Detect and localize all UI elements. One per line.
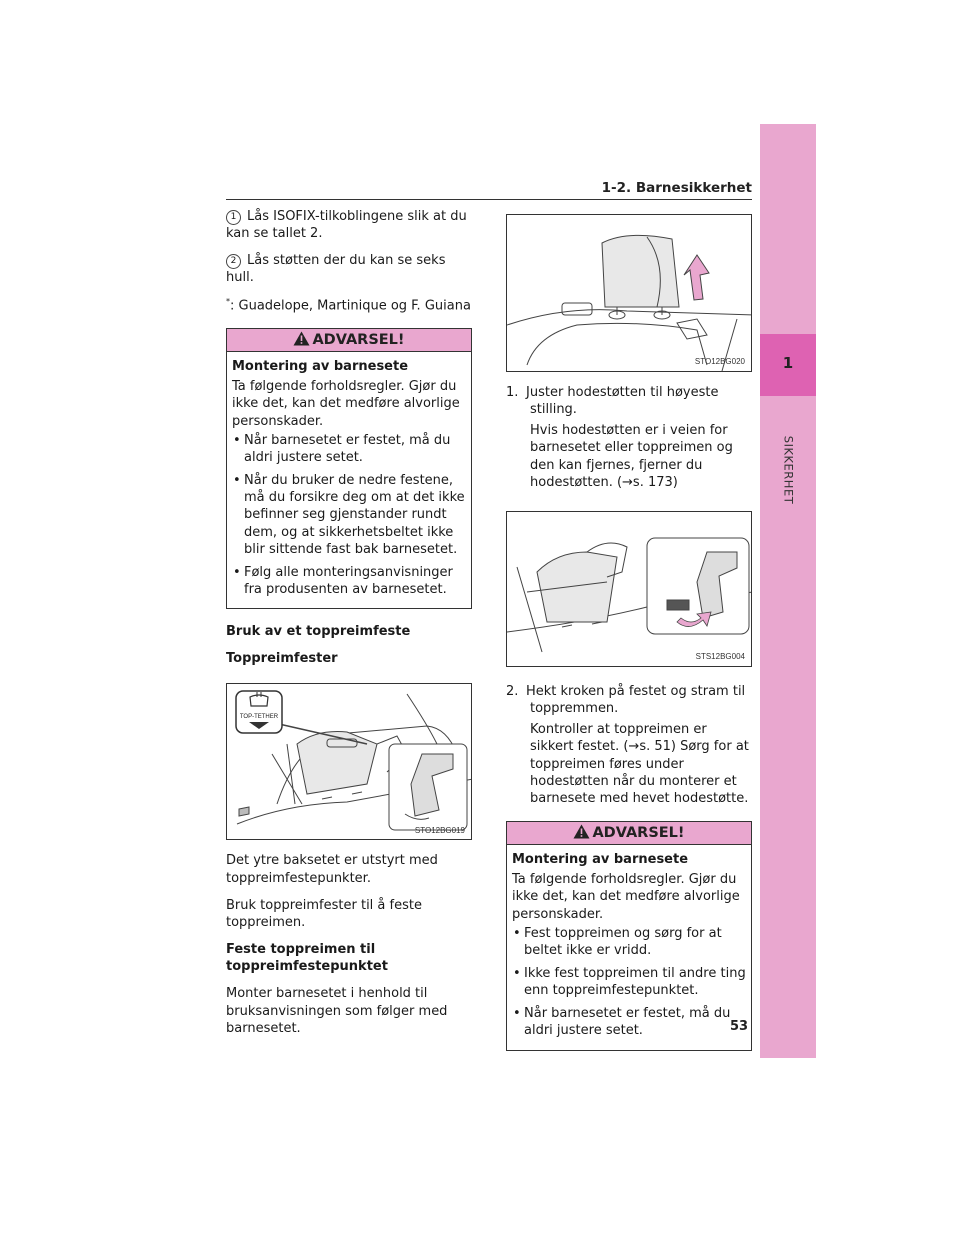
step-text: Hekt kroken på festet og stram til toppremmen. [526, 683, 746, 717]
section-title: 1-2. Barnesikkerhet [601, 180, 752, 196]
warning-title: ADVARSEL! [592, 825, 685, 842]
warning-triangle-icon [573, 824, 590, 839]
warning-list [512, 925, 749, 1040]
chapter-number: 1 [782, 354, 794, 372]
hook-inset [389, 744, 467, 830]
header-divider [226, 199, 752, 200]
section-heading: Bruk av et toppreimfeste [226, 624, 411, 640]
right-column [506, 214, 752, 1065]
step-number: 2. [506, 683, 519, 699]
tether-hook-illustration [507, 512, 752, 666]
step-number: 1. [506, 385, 519, 400]
step-1 [226, 208, 472, 242]
warning-body [227, 352, 471, 608]
figure-top-tether-anchor [226, 683, 472, 840]
warning-heading: Montering av barnesete [232, 359, 409, 375]
figure-code: STO12BG020 [694, 357, 745, 367]
chapter-tab-strip [760, 124, 816, 1058]
warning-list [232, 432, 466, 598]
warning-triangle-icon [293, 331, 310, 346]
instruction-step-2 [506, 683, 752, 717]
warning-body [507, 845, 751, 1050]
figure-code: STO12BG019 [414, 825, 465, 835]
chapter-name: SIKKERHET [781, 435, 796, 505]
warning-item: • Følg alle monteringsanvisninger fra produsenten av barnesetet. [232, 564, 466, 598]
figure-code: STS12BG004 [695, 652, 745, 662]
footnote [226, 297, 472, 314]
footnote-star: * [226, 296, 230, 306]
paragraph: Bruk toppreimfester til å feste toppreimen. [226, 897, 422, 930]
top-tether-badge-text: TOP-TETHER [239, 714, 279, 721]
warning-item: • Fest toppreimen og sørg for at beltet ikke er vridd. [512, 925, 746, 959]
step-number-badge: 1 [226, 210, 241, 225]
rear-seat-anchor-illustration [227, 684, 472, 839]
warning-intro: Ta følgende forholdsregler. Gjør du ikke det, kan det medføre alvorlige personskader. [512, 872, 740, 922]
warning-box [506, 821, 752, 1051]
instruction-step-1 [506, 384, 752, 418]
step-1-text: Lås ISOFIX-tilkoblingene slik at du kan se tallet 2. [226, 209, 467, 242]
step-number-badge: 2 [226, 254, 241, 269]
step-2-text: Lås støtten der du kan se seks hull. [226, 253, 446, 286]
warning-item: • Når du bruker de nedre festene, må du forsikre deg om at det ikke befinner seg gjenstander rundt dem, og at sikkerhetsbeltet ikke blir sittende fast bak barnesetet. [232, 472, 466, 558]
step-2 [226, 252, 472, 286]
arrow-up-icon [684, 255, 709, 300]
page-number: 53 [730, 1019, 749, 1034]
warning-heading: Montering av barnesete [512, 852, 689, 868]
warning-title: ADVARSEL! [312, 332, 405, 349]
warning-item: • Ikke fest toppreimen til andre ting enn toppreimfestepunktet. [512, 965, 746, 999]
top-tether-badge-icon [236, 691, 282, 733]
footnote-text: : Guadelope, Martinique og F. Guiana [230, 297, 471, 313]
step-text: Juster hodestøtten til høyeste stilling. [526, 385, 719, 418]
warning-intro: Ta følgende forholdsregler. Gjør du ikke det, kan det medføre alvorlige personskader. [232, 379, 460, 429]
figure-headrest [506, 214, 752, 372]
warning-header [227, 329, 471, 352]
subsection-heading: Toppreimfester [226, 651, 338, 667]
instruction-step-1-detail: Hvis hodestøtten er i veien for barnesetet eller toppreimen og den kan fjernes, fjerner du hodestøtten. (→s. 173) [530, 423, 733, 490]
instruction-step-2-detail: Kontroller at toppreimen er sikkert festet. (→s. 51) Sørg for at toppreimen føres under hodestøtten når du monterer et barnesete med hevet hodestøtte. [530, 722, 749, 806]
warning-item: • Når barnesetet er festet, må du aldri justere setet. [512, 1005, 746, 1039]
subsection-heading-2: Feste toppreimen til toppreimfestepunktet [226, 942, 388, 975]
headrest-raised-illustration [507, 215, 752, 371]
warning-item: • Når barnesetet er festet, må du aldri justere setet. [232, 432, 466, 466]
warning-box [226, 328, 472, 609]
figure-hook-tether [506, 511, 752, 667]
paragraph: Monter barnesetet i henhold til bruksanvisningen som følger med barnesetet. [226, 986, 448, 1036]
paragraph: Det ytre baksetet er utstyrt med toppreimfestepunkter. [226, 853, 438, 886]
warning-header [507, 822, 751, 845]
left-column [226, 208, 472, 1047]
